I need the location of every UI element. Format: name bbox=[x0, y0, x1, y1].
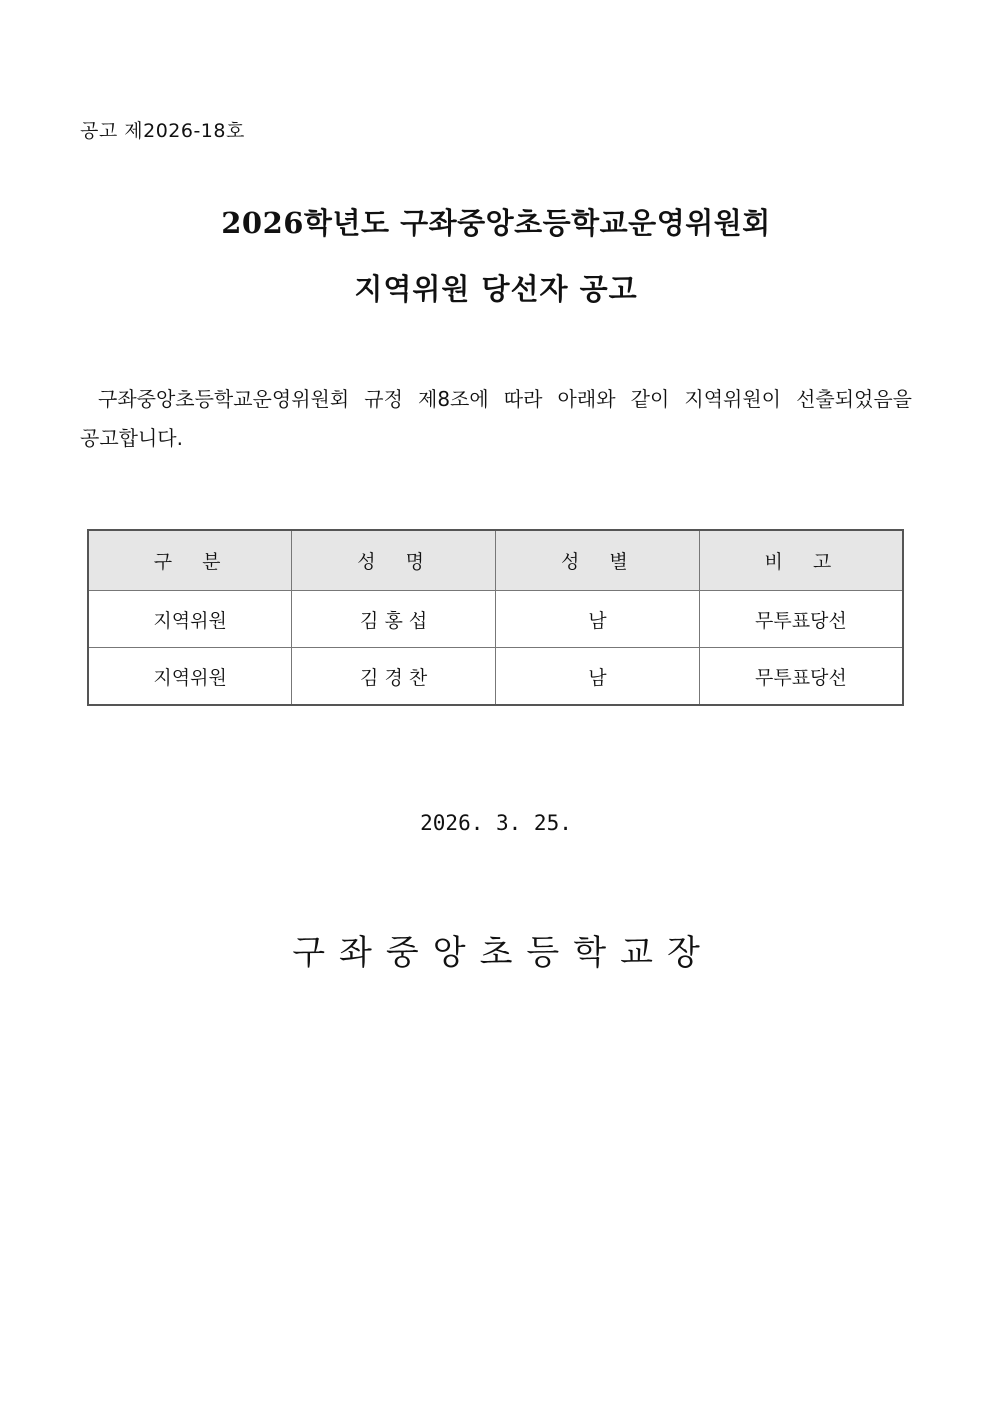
cell-name: 김 홍 섭 bbox=[292, 591, 496, 648]
table-row bbox=[88, 591, 903, 648]
header-name: 성 명 bbox=[292, 530, 496, 591]
document-title-line1: 2026학년도 구좌중앙초등학교운영위원회 bbox=[221, 206, 771, 240]
header-remarks: 비 고 bbox=[699, 530, 903, 591]
cell-gender: 남 bbox=[496, 591, 700, 648]
cell-category: 지역위원 bbox=[88, 648, 292, 706]
cell-category: 지역위원 bbox=[88, 591, 292, 648]
table-row bbox=[88, 648, 903, 706]
cell-remarks: 무투표당선 bbox=[699, 591, 903, 648]
header-gender: 성 별 bbox=[496, 530, 700, 591]
document-title-line2: 지역위원 당선자 공고 bbox=[354, 272, 638, 306]
notice-number: 공고 제2026-18호 bbox=[80, 120, 245, 142]
notice-date: 2026. 3. 25. bbox=[420, 811, 572, 835]
table-header-row bbox=[88, 530, 903, 591]
cell-gender: 남 bbox=[496, 648, 700, 706]
principal-signature: 구좌중앙초등학교장 bbox=[292, 933, 714, 973]
election-result-table bbox=[87, 529, 904, 706]
cell-name: 김 경 찬 bbox=[292, 648, 496, 706]
notice-body-text: 구좌중앙초등학교운영위원회 규정 제8조에 따라 아래와 같이 지역위원이 선출되었음을 공고합니다. bbox=[80, 387, 912, 450]
header-category: 구 분 bbox=[88, 530, 292, 591]
cell-remarks: 무투표당선 bbox=[699, 648, 903, 706]
